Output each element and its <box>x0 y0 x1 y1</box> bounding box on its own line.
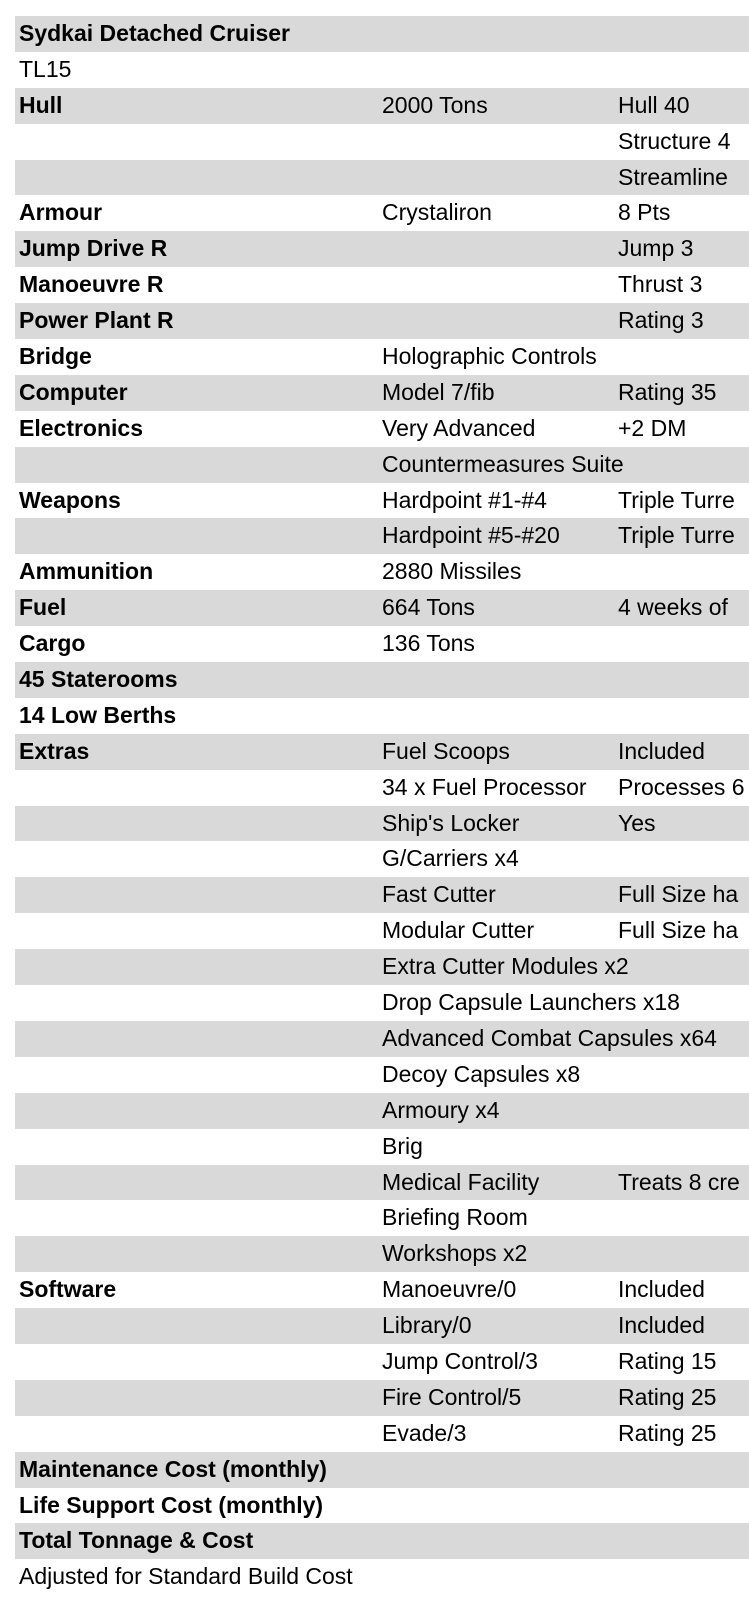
spec-row <box>15 339 749 375</box>
spec-row <box>15 734 749 770</box>
spec-row <box>15 806 749 842</box>
spec-detail-cell: Armoury x4 <box>382 1096 500 1123</box>
spec-value-cell: Included <box>618 1312 705 1339</box>
spec-detail-cell: Jump Control/3 <box>382 1347 538 1374</box>
spec-label-cell: 45 Staterooms <box>19 666 178 693</box>
spec-detail-cell: Extra Cutter Modules x2 <box>382 953 629 980</box>
spec-label-cell: Jump Drive R <box>19 235 168 262</box>
spec-detail-cell: Decoy Capsules x8 <box>382 1060 581 1087</box>
spec-row <box>15 985 749 1021</box>
spec-value-cell: Thrust 3 <box>618 271 703 298</box>
spec-label-cell: Bridge <box>19 343 92 370</box>
spec-detail-cell: Crystaliron <box>382 199 492 226</box>
spec-detail-cell: Library/0 <box>382 1312 472 1339</box>
spec-value-cell: 4 weeks of <box>618 594 728 621</box>
spec-detail-cell: Countermeasures Suite <box>382 450 624 477</box>
spec-value-cell: Included <box>618 737 705 764</box>
spec-label-cell: Power Plant R <box>19 307 174 334</box>
spec-row <box>15 88 749 124</box>
spec-label-cell: Cargo <box>19 630 86 657</box>
spec-row <box>15 877 749 913</box>
spec-detail-cell: 34 x Fuel Processor <box>382 773 587 800</box>
spec-row <box>15 375 749 411</box>
spec-detail-cell: 2880 Missiles <box>382 558 522 585</box>
spec-row <box>15 1021 749 1057</box>
spec-row <box>15 411 749 447</box>
spec-row <box>15 1093 749 1129</box>
spec-detail-cell: Holographic Controls <box>382 343 597 370</box>
spec-detail-cell: 2000 Tons <box>382 91 488 118</box>
spec-row <box>15 590 749 626</box>
spec-row <box>15 662 749 698</box>
spec-detail-cell: Medical Facility <box>382 1168 540 1195</box>
spec-detail-cell: G/Carriers x4 <box>382 845 519 872</box>
spec-row <box>15 1488 749 1524</box>
spec-row <box>15 231 749 267</box>
spec-value-cell: Processes 6 <box>618 773 745 800</box>
spec-row <box>15 1344 749 1380</box>
spec-detail-cell: Drop Capsule Launchers x18 <box>382 989 680 1016</box>
spec-row <box>15 1200 749 1236</box>
spec-row <box>15 267 749 303</box>
spec-value-cell: Rating 25 <box>618 1383 717 1410</box>
spec-label-cell: 14 Low Berths <box>19 701 177 728</box>
spec-row <box>15 626 749 662</box>
spec-label-cell: Fuel <box>19 594 67 621</box>
spec-value-cell: Treats 8 cre <box>618 1168 740 1195</box>
spec-detail-cell: Fire Control/5 <box>382 1383 522 1410</box>
spec-value-cell: Jump 3 <box>618 235 694 262</box>
spec-detail-cell: Manoeuvre/0 <box>382 1276 517 1303</box>
spec-row <box>15 1165 749 1201</box>
spec-label-cell: Armour <box>19 199 103 226</box>
spec-detail-cell: Briefing Room <box>382 1204 528 1231</box>
spec-detail-cell: Fast Cutter <box>382 881 496 908</box>
spec-value-cell: Rating 25 <box>618 1419 717 1446</box>
spec-value-cell: Rating 3 <box>618 307 704 334</box>
spec-detail-cell: 136 Tons <box>382 630 475 657</box>
spec-row <box>15 949 749 985</box>
spec-value-cell: Triple Turre <box>618 486 735 513</box>
spec-value-cell: Rating 35 <box>618 378 717 405</box>
spec-label-cell: Computer <box>19 378 128 405</box>
spec-row <box>15 698 749 734</box>
spec-detail-cell: Evade/3 <box>382 1419 467 1446</box>
spec-value-cell: Hull 40 <box>618 91 690 118</box>
spec-value-cell: Streamline <box>618 163 728 190</box>
spec-label-cell: Sydkai Detached Cruiser <box>19 20 291 46</box>
spec-row <box>15 1452 749 1488</box>
spec-detail-cell: Modular Cutter <box>382 917 535 944</box>
spec-detail-cell: Hardpoint #5-#20 <box>382 522 560 549</box>
spec-value-cell: Included <box>618 1276 705 1303</box>
spec-row <box>15 1057 749 1093</box>
spec-detail-cell: 664 Tons <box>382 594 475 621</box>
ship-spec-sheet <box>15 16 749 1595</box>
spec-label-cell: Maintenance Cost (monthly) <box>19 1455 327 1482</box>
spec-row <box>15 841 749 877</box>
spec-value-cell: +2 DM <box>618 414 687 441</box>
spec-detail-cell: Ship's Locker <box>382 809 520 836</box>
spec-row <box>15 483 749 519</box>
spec-label-cell: Weapons <box>19 486 121 513</box>
spec-row <box>15 52 749 88</box>
spec-value-cell: Full Size ha <box>618 917 739 944</box>
spec-detail-cell: Fuel Scoops <box>382 737 510 764</box>
spec-detail-cell: Model 7/fib <box>382 378 495 405</box>
spec-value-cell: Yes <box>618 809 656 836</box>
spec-row <box>15 1129 749 1165</box>
spec-value-cell: Triple Turre <box>618 522 735 549</box>
spec-label-cell: Total Tonnage & Cost <box>19 1527 254 1554</box>
spec-label-cell: Ammunition <box>19 558 154 585</box>
spec-row <box>15 447 749 483</box>
spec-label-cell: TL15 <box>19 55 72 82</box>
spec-row <box>15 1272 749 1308</box>
spec-row <box>15 303 749 339</box>
spec-detail-cell: Very Advanced <box>382 414 536 441</box>
spec-label-cell: Extras <box>19 737 90 764</box>
spec-value-cell: 8 Pts <box>618 199 671 226</box>
spec-detail-cell: Workshops x2 <box>382 1240 528 1267</box>
spec-row <box>15 1523 749 1559</box>
spec-row <box>15 770 749 806</box>
spec-detail-cell: Brig <box>382 1132 423 1159</box>
spec-row <box>15 195 749 231</box>
spec-row <box>15 1236 749 1272</box>
spec-value-cell: Rating 15 <box>618 1347 717 1374</box>
spec-row <box>15 1559 749 1595</box>
spec-label-cell: Hull <box>19 91 63 118</box>
spec-row <box>15 1416 749 1452</box>
spec-label-cell: Electronics <box>19 414 143 441</box>
spec-detail-cell: Advanced Combat Capsules x64 <box>382 1024 717 1051</box>
spec-row <box>15 16 749 52</box>
spec-row <box>15 1308 749 1344</box>
spec-row <box>15 518 749 554</box>
spec-row <box>15 913 749 949</box>
spec-value-cell: Full Size ha <box>618 881 739 908</box>
spec-label-cell: Adjusted for Standard Build Cost <box>19 1563 353 1590</box>
spec-detail-cell: Hardpoint #1-#4 <box>382 486 547 513</box>
spec-row <box>15 1380 749 1416</box>
spec-label-cell: Life Support Cost (monthly) <box>19 1491 324 1518</box>
spec-label-cell: Manoeuvre R <box>19 271 164 298</box>
spec-value-cell: Structure 4 <box>618 127 731 154</box>
spec-row <box>15 124 749 160</box>
spec-row <box>15 160 749 196</box>
spec-row <box>15 554 749 590</box>
spec-label-cell: Software <box>19 1276 117 1303</box>
